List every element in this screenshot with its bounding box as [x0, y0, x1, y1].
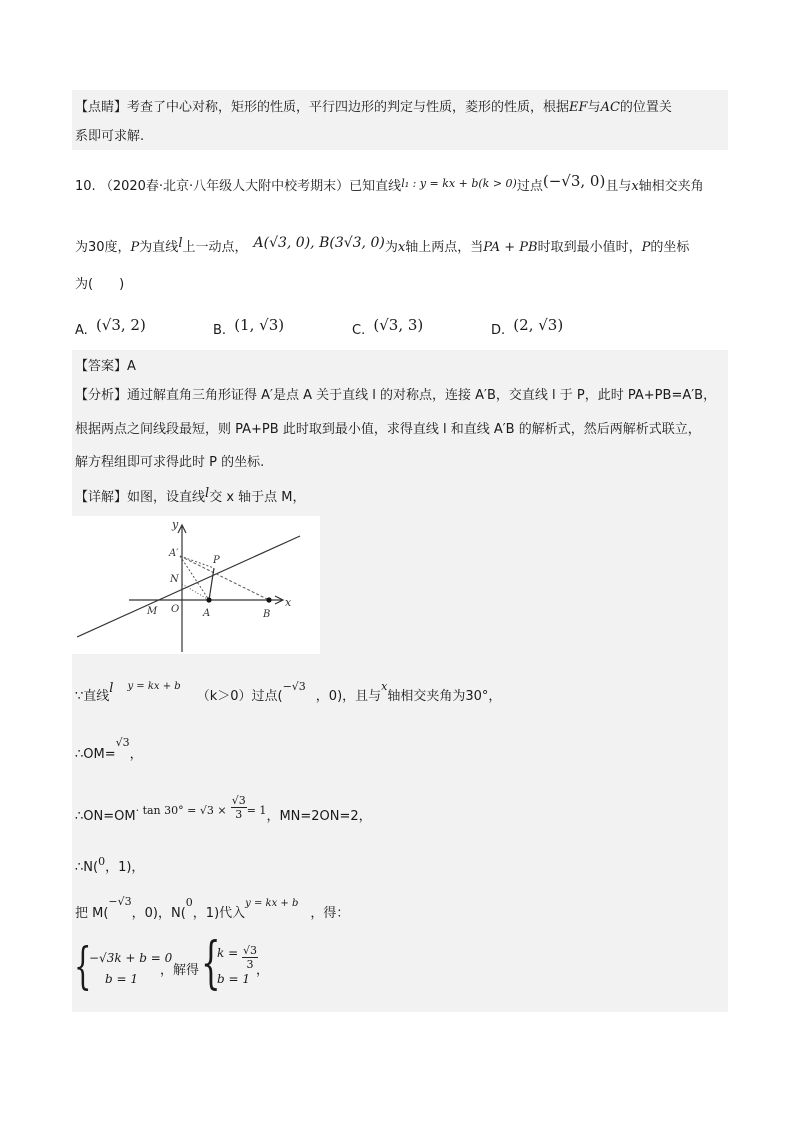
dashed-a-prime-b [180, 556, 269, 600]
system-eq-2: b = 1 [105, 972, 138, 986]
solution-tail: ， [256, 963, 270, 978]
label-y: y [172, 518, 179, 531]
label-a-prime: A′ [169, 548, 179, 559]
line-definition: l₁ : y = kx + b(k > 0) [401, 177, 517, 190]
detail-line: 【详解】如图，设直线l交 x 轴于点 M， [75, 486, 306, 505]
system-eq-1: −√3k + b = 0 [89, 951, 173, 965]
solution-k: k = $\frac{√3}{3}$ [217, 944, 257, 971]
point-neg-sqrt3: (−√3, 0) [542, 172, 606, 190]
step-2: ∴OM=$^{√3}$， [75, 736, 143, 762]
step-4: ∴N($^0$，1)， [75, 855, 145, 875]
question-source: （2020春·北京·八年级人大附中校考期末）已知直线 [99, 179, 402, 194]
line-l [77, 536, 300, 637]
label-n: N [170, 574, 179, 585]
answer-line: 【答案】A [75, 359, 136, 374]
solution-brace: { [201, 931, 221, 996]
dashed-a-prime-a [180, 556, 209, 600]
var-ef: EF [569, 100, 588, 115]
option-b[interactable]: B. (1, √3) [213, 316, 285, 338]
dianjing-line-1: 【点睛】考查了中心对称，矩形的性质，平行四边形的判定与性质，菱形的性质，根据EF与AC的位置关 [75, 100, 672, 115]
geometry-diagram [72, 516, 320, 654]
analysis-line-3: 解方程组即可求得此时 P 的坐标. [75, 455, 265, 470]
step-3: $\therefore ON=OM^{\cdot tan 30^\circ = √3 \times}$ $\frac{√3}{3}$ $^{= 1}$，MN=2ON=2， [75, 794, 372, 824]
dotted-n-a [182, 584, 209, 600]
segment-pa [209, 568, 214, 600]
question-line-1: 10. （2020春·北京·八年级人大附中校考期末）已知直线$^{l_1 : y = kx + b(k > 0)}$过点(−√3, 0)且与x轴相交夹角 [75, 172, 704, 194]
analysis-line-2: 根据两点之间线段最短，则 PA+PB 此时取到最小值，求得直线 l 和直线 A′B 的解析式，然后两解析式联立， [75, 422, 701, 437]
step-1: ∵直线l $^{y = kx + b}$（k＞0）过点($^{-√3}$，0)，且与$^x$轴相交夹角为30°， [75, 680, 502, 704]
point-a [206, 597, 211, 602]
label-b: B [263, 609, 271, 620]
dianjing-line-2: 系即可求解. [75, 129, 145, 144]
option-a[interactable]: A. (√3, 2) [75, 316, 146, 338]
option-c[interactable]: C. (√3, 3) [352, 316, 424, 338]
dianjing-tag: 【点睛】 [75, 100, 128, 115]
geometry-figure [72, 516, 320, 654]
label-a: A [203, 608, 211, 619]
option-d[interactable]: D. (2, √3) [491, 316, 564, 338]
solve-word: ，解得 [160, 963, 200, 978]
solution-b: b = 1 [217, 972, 250, 986]
question-line-2: 为30度，P为直线l上一动点， A(√3, 0), B(3√3, 0)为x轴上两点，当PA + PB时取到最小值时，P的坐标 [75, 235, 690, 255]
label-m: M [147, 606, 158, 617]
analysis-line-1: 【分析】通过解直角三角形证得 A′是点 A 关于直线 l 的对称点，连接 A′B，交直线 l 于 P，此时 PA+PB=A′B， [75, 388, 717, 403]
label-x: x [285, 596, 292, 609]
var-ac: AC [600, 100, 620, 115]
expr-pa-pb: PA + PB [483, 240, 538, 255]
system-brace-left: { [74, 937, 92, 995]
label-p: P [213, 555, 220, 566]
point-b [266, 597, 271, 602]
question-line-3: 为( ) [75, 277, 125, 292]
points-a-b: A(√3, 0), B(3√3, 0) [253, 235, 385, 251]
frac-sqrt3-over-3: $\frac{√3}{3}$ [231, 794, 246, 821]
label-o: O [171, 604, 180, 615]
dashed-a-prime-p [180, 556, 214, 568]
step-5: 把 M($^{-√3}$，0)，N($^0$，1)代入$^{y = kx + b}$，得： [75, 895, 350, 921]
question-number: 10. [75, 179, 96, 194]
